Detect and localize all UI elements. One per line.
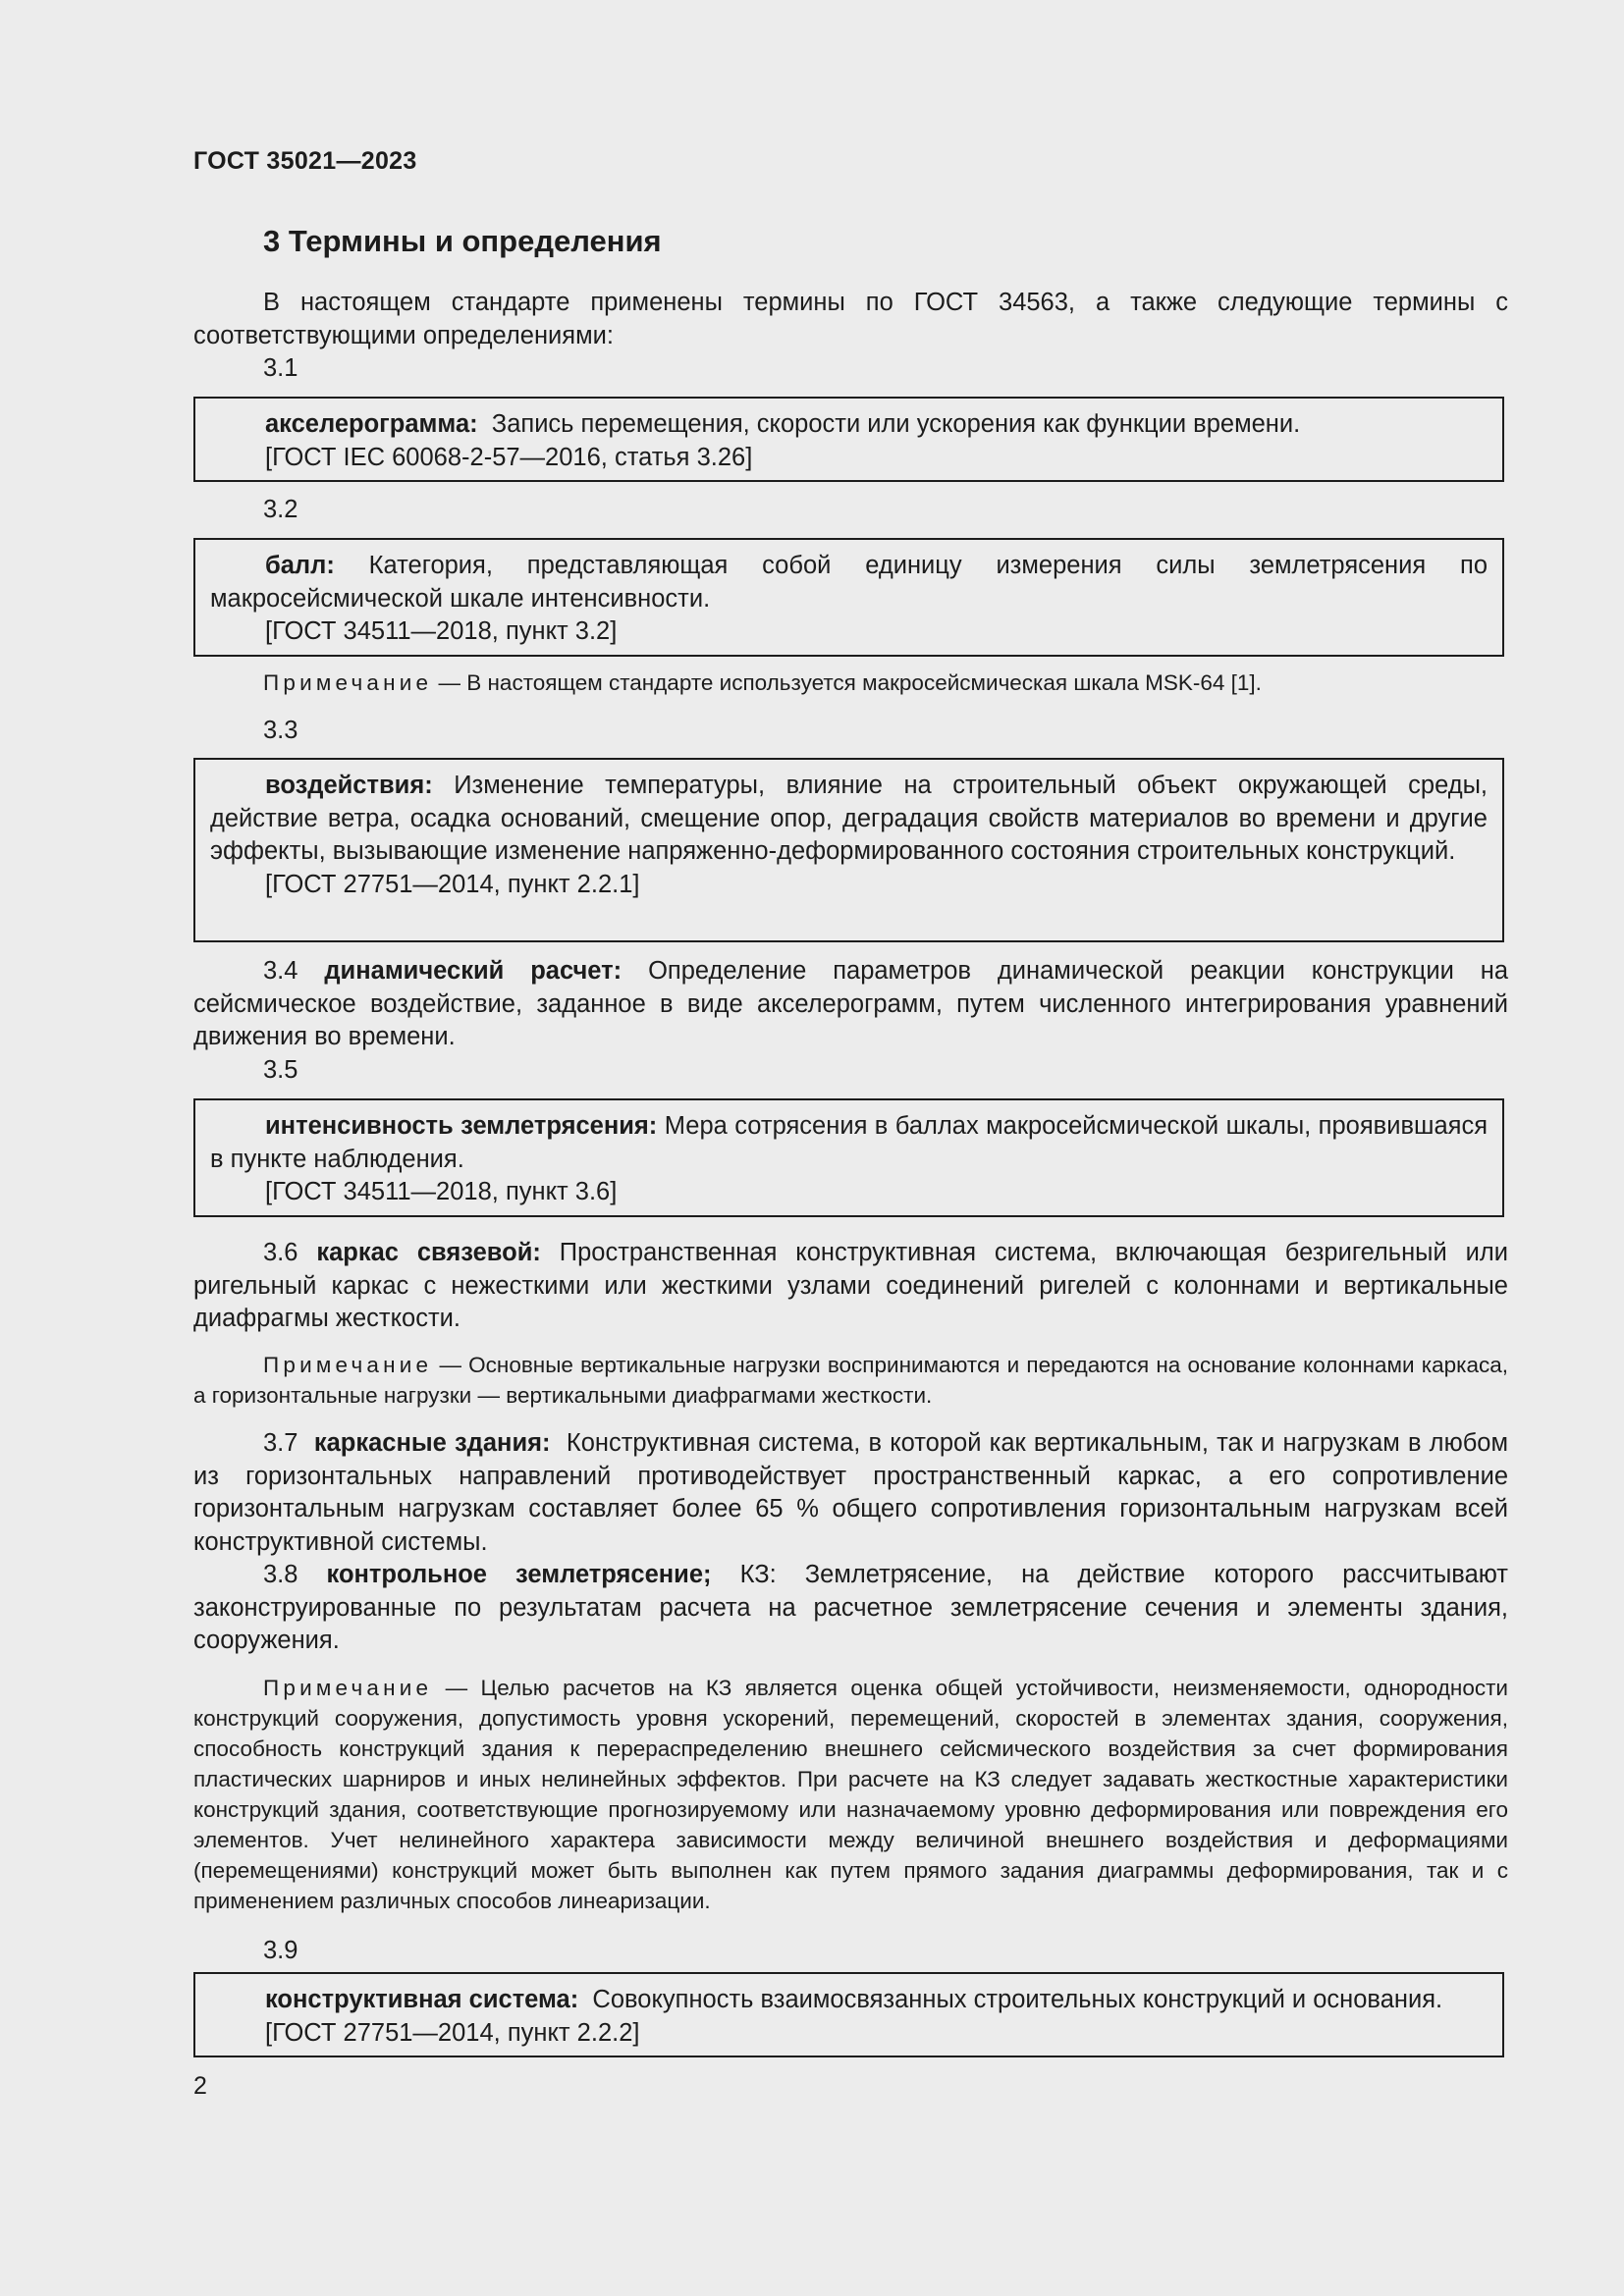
definition-text: Запись перемещения, скорости или ускорения как функции времени. xyxy=(491,410,1301,438)
note-block xyxy=(193,1350,1508,1411)
definition-text: Изменение температуры, влияние на строительный объект окружающей среды, действие ветра, осадка оснований, смещение опор, деградация свойств материалов во времени и другие эффекты, вызывающие изменение напряженно-деформированного состояния строительных конструкций. xyxy=(210,772,1488,865)
term-source: [ГОСТ IEC 60068-2-57—2016, статья 3.26] xyxy=(265,443,753,471)
term-box-3-9 xyxy=(193,1972,1504,2057)
term-box-3-2 xyxy=(193,538,1504,657)
note xyxy=(193,1673,1508,1916)
note-text: — Основные вертикальные нагрузки воспринимаются и передаются на основание колоннами каркаса, а горизонтальные нагрузки — вертикальными диафрагмами жесткости. xyxy=(193,1353,1508,1408)
term-definition xyxy=(193,955,1508,1054)
term-name: каркас связевой: xyxy=(316,1239,541,1266)
term-name: динамический расчет: xyxy=(324,957,623,985)
term-definition xyxy=(193,1237,1508,1336)
term-box-3-3 xyxy=(193,758,1504,942)
term-num-block xyxy=(193,494,1508,527)
term-block-3-7 xyxy=(193,1427,1508,1658)
definition-text: Конструктивная система, в которой как вертикальным, так и нагрузкам в любом из горизонтальных направлений противодействует пространственный каркас, а его сопротивление горизонтальным нагрузкам составляет более 65 % общего сопротивления горизонтальным нагрузкам всей конструктивной системы. xyxy=(193,1429,1509,1556)
term-number: 3.1 xyxy=(263,354,298,382)
term-number: 3.3 xyxy=(263,717,298,744)
definition-text: Мера сотрясения в баллах макросейсмической шкалы, проявившаяся в пункте наблюдения. xyxy=(210,1112,1489,1173)
intro-block xyxy=(193,287,1508,386)
term-definition xyxy=(210,1984,1488,2017)
term-number: 3.4 xyxy=(263,957,298,985)
term-definition xyxy=(193,1559,1508,1658)
note-block xyxy=(193,1673,1508,1916)
term-source: [ГОСТ 34511—2018, пункт 3.6] xyxy=(265,1178,618,1205)
document-code: ГОСТ 35021—2023 xyxy=(193,147,417,175)
intro-paragraph: В настоящем стандарте применены термины по ГОСТ 34563, а также следующие термины с соответствующими определениями: xyxy=(193,289,1508,349)
term-definition xyxy=(210,1110,1488,1176)
term-num-block xyxy=(193,715,1508,748)
term-box-3-1 xyxy=(193,397,1504,482)
term-name: каркасные здания: xyxy=(313,1429,551,1457)
note-label: Примечание xyxy=(263,670,433,695)
term-number: 3.9 xyxy=(263,1937,298,1964)
definition-text: КЗ: Землетрясение, на действие которого рассчитывают законструированные по результатам расчета на расчетное землетрясение сечения и элементы здания, сооружения. xyxy=(193,1561,1508,1654)
term-name: интенсивность землетрясения: xyxy=(265,1112,658,1140)
term-block-3-4 xyxy=(193,955,1508,1087)
term-name: контрольное землетрясение; xyxy=(326,1561,712,1588)
term-block-3-6 xyxy=(193,1237,1508,1336)
note-label: Примечание xyxy=(263,1676,433,1700)
note xyxy=(193,1350,1508,1411)
term-num-block xyxy=(193,1935,1508,1968)
definition-text: Пространственная конструктивная система, включающая безригельный или ригельный каркас с нежесткими или жесткими узлами соединений ригелей с колоннами и вертикальные диафрагмы жесткости. xyxy=(193,1239,1508,1332)
term-number: 3.2 xyxy=(263,496,298,523)
term-number: 3.7 xyxy=(263,1429,298,1457)
term-source: [ГОСТ 27751—2014, пункт 2.2.1] xyxy=(265,870,640,898)
term-definition xyxy=(210,408,1488,442)
term-name: конструктивная система: xyxy=(265,1986,579,2013)
term-box-3-5 xyxy=(193,1098,1504,1217)
definition-text: Определение параметров динамической реакции конструкции на сейсмическое воздействие, заданное в виде акселерограмм, путем численного интегрирования уравнений движения во времени. xyxy=(193,957,1508,1050)
definition-text: Совокупность взаимосвязанных строительных конструкций и основания. xyxy=(592,1986,1443,2013)
note-block xyxy=(193,667,1508,698)
term-definition xyxy=(193,1427,1508,1559)
page-number: 2 xyxy=(193,2072,207,2100)
term-number: 3.5 xyxy=(263,1055,298,1084)
term-number: 3.8 xyxy=(263,1561,298,1588)
note-text: — Целью расчетов на КЗ является оценка общей устойчивости, неизменяемости, однородности конструкций сооружения, допустимость уровня ускорений, перемещений, скоростей в элементах здания, сооружения, способность конструкций здания к перераспределению внешнего сейсмического воздействия за счет формирования пластических шарниров и иных нелинейных эффектов. При расчете на КЗ следует задавать жесткостные характеристики конструкций здания, соответствующие прогнозируемому или назначаемому уровню деформирования или повреждения его элементов. Учет нелинейного характера зависимости между величиной внешнего воздействия и деформациями (перемещениями) конструкций может быть выполнен как путем прямого задания диаграммы деформирования, так и с применением различных способов линеаризации. xyxy=(193,1676,1508,1913)
note-text: — В настоящем стандарте используется макросейсмическая шкала MSK-64 [1]. xyxy=(438,670,1262,695)
term-definition xyxy=(210,550,1488,615)
section-title: 3 Термины и определения xyxy=(263,224,662,258)
term-name: воздействия: xyxy=(265,772,433,799)
term-name: балл: xyxy=(265,552,335,579)
term-source: [ГОСТ 34511—2018, пункт 3.2] xyxy=(265,617,618,645)
definition-text: Категория, представляющая собой единицу измерения силы землетрясения по макросейсмической шкале интенсивности. xyxy=(210,552,1488,613)
term-source: [ГОСТ 27751—2014, пункт 2.2.2] xyxy=(265,2018,640,2047)
term-definition xyxy=(210,770,1488,869)
note-label: Примечание xyxy=(263,1353,433,1377)
term-number: 3.6 xyxy=(263,1239,298,1266)
note xyxy=(193,667,1508,698)
term-name: акселерограмма: xyxy=(265,410,478,438)
